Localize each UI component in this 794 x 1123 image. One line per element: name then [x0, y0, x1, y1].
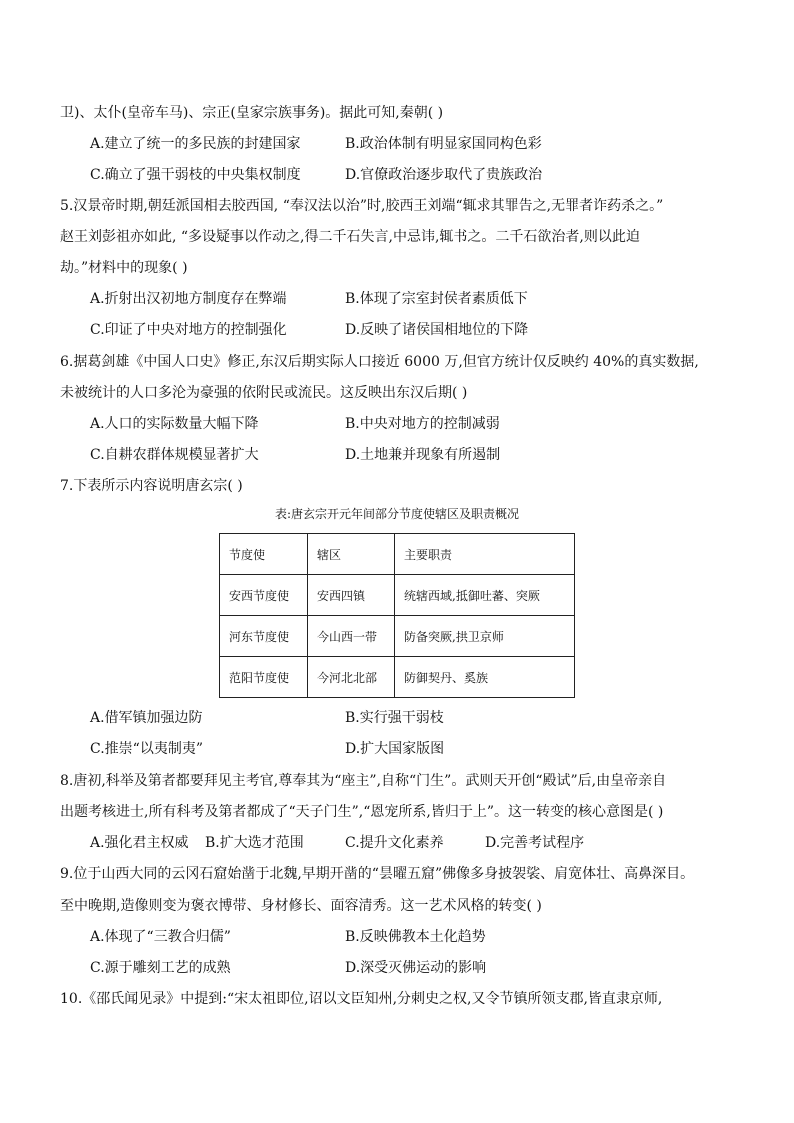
q8-option-d[interactable]: D.完善考试程序 — [485, 835, 585, 851]
table-header-cell: 节度使 — [220, 534, 308, 575]
q8-stem-line-2: 出题考核进士,所有科考及第者都成了“天子门生”,“恩宠所系,皆归于上”。这一转变的核心意图是( ) — [60, 804, 664, 820]
table-row — [220, 616, 575, 657]
q10-stem-line-1: 10.《邵氏闻见录》中提到:“宋太祖即位,诏以文臣知州,分刺史之权,又令节镇所领支郡,皆直隶京师, — [60, 991, 663, 1007]
q4-option-d[interactable]: D.官僚政治逐步取代了贵族政治 — [345, 167, 543, 183]
table-cell: 统辖西域,抵御吐蕃、突厥 — [395, 575, 575, 616]
q5-option-b[interactable]: B.体现了宗室封侯者素质低下 — [345, 291, 528, 307]
q5-stem-line-1: 5.汉景帝时期,朝廷派国相去胶西国, “奉汉法以治”时,胶西王刘端“辄求其罪告之,无罪者诈药杀之。” — [60, 198, 664, 214]
q8-stem-line-1: 8.唐初,科举及第者都要拜见主考官,尊奉其为“座主”,自称“门生”。武则天开创“殿试”后,由皇帝亲自 — [60, 773, 667, 789]
table-cell: 今河北北部 — [308, 657, 395, 698]
q6-option-c[interactable]: C.自耕农群体规模显著扩大 — [90, 447, 259, 463]
q7-stem-line-1: 7.下表所示内容说明唐玄宗( ) — [60, 478, 243, 494]
q4-option-c[interactable]: C.确立了强干弱枝的中央集权制度 — [90, 167, 301, 183]
q6-option-d[interactable]: D.土地兼并现象有所遏制 — [345, 447, 501, 463]
q4-option-b[interactable]: B.政治体制有明显家国同构色彩 — [345, 136, 542, 152]
q4-option-a[interactable]: A.建立了统一的多民族的封建国家 — [90, 136, 301, 152]
jiedushi-table — [219, 533, 575, 698]
q8-option-a[interactable]: A.强化君主权威 — [90, 835, 189, 851]
q8-option-c[interactable]: C.提升文化素养 — [345, 835, 444, 851]
q4-stem-end: 卫)、太仆(皇帝车马)、宗正(皇家宗族事务)。据此可知,秦朝( ) — [60, 105, 444, 121]
q5-option-c[interactable]: C.印证了中央对地方的控制强化 — [90, 322, 287, 338]
table-cell: 防备突厥,拱卫京师 — [395, 616, 575, 657]
q5-option-a[interactable]: A.折射出汉初地方制度存在弊端 — [90, 291, 287, 307]
table-header-cell: 主要职责 — [395, 534, 575, 575]
q9-stem-line-1: 9.位于山西大同的云冈石窟始凿于北魏,早期开凿的“昙曜五窟”佛像多身披袈裟、肩宽体壮、高鼻深目。 — [60, 866, 695, 882]
table-cell: 防御契丹、奚族 — [395, 657, 575, 698]
q9-option-d[interactable]: D.深受灭佛运动的影响 — [345, 960, 487, 976]
q9-option-c[interactable]: C.源于雕刻工艺的成熟 — [90, 960, 231, 976]
q7-option-b[interactable]: B.实行强干弱枝 — [345, 710, 444, 726]
table-cell: 范阳节度使 — [220, 657, 308, 698]
table-cell: 安西节度使 — [220, 575, 308, 616]
q6-option-b[interactable]: B.中央对地方的控制减弱 — [345, 416, 500, 432]
q5-stem-line-2: 赵王刘彭祖亦如此, “多设疑事以作动之,得二千石失言,中忌讳,辄书之。二千石欲治者,则以此迫 — [60, 229, 640, 245]
q5-option-d[interactable]: D.反映了诸侯国相地位的下降 — [345, 322, 529, 338]
q9-option-b[interactable]: B.反映佛教本土化趋势 — [345, 929, 486, 945]
q9-stem-line-2: 至中晚期,造像则变为褒衣博带、身材修长、面容清秀。这一艺术风格的转变( ) — [60, 898, 542, 914]
table-cell: 河东节度使 — [220, 616, 308, 657]
table-cell: 安西四镇 — [308, 575, 395, 616]
table-header-row — [220, 534, 575, 575]
q5-stem-line-3: 劫。”材料中的现象( ) — [60, 260, 188, 276]
q6-stem-line-1: 6.据葛剑雄《中国人口史》修正,东汉后期实际人口接近 6000 万,但官方统计仅反映约 40%的真实数据, — [60, 354, 699, 370]
table-row — [220, 657, 575, 698]
table-caption: 表:唐玄宗开元年间部分节度使辖区及职责概况 — [274, 507, 520, 521]
q8-option-b[interactable]: B.扩大选才范围 — [205, 835, 304, 851]
q6-option-a[interactable]: A.人口的实际数量大幅下降 — [90, 416, 259, 432]
q6-stem-line-2: 未被统计的人口多沦为豪强的依附民或流民。这反映出东汉后期( ) — [60, 385, 468, 401]
table-header-cell: 辖区 — [308, 534, 395, 575]
q7-option-c[interactable]: C.推崇“以夷制夷” — [90, 741, 203, 757]
table-row — [220, 575, 575, 616]
q7-option-a[interactable]: A.借军镇加强边防 — [90, 710, 203, 726]
q9-option-a[interactable]: A.体现了“三教合归儒” — [90, 929, 231, 945]
q7-option-d[interactable]: D.扩大国家版图 — [345, 741, 445, 757]
table-cell: 今山西一带 — [308, 616, 395, 657]
